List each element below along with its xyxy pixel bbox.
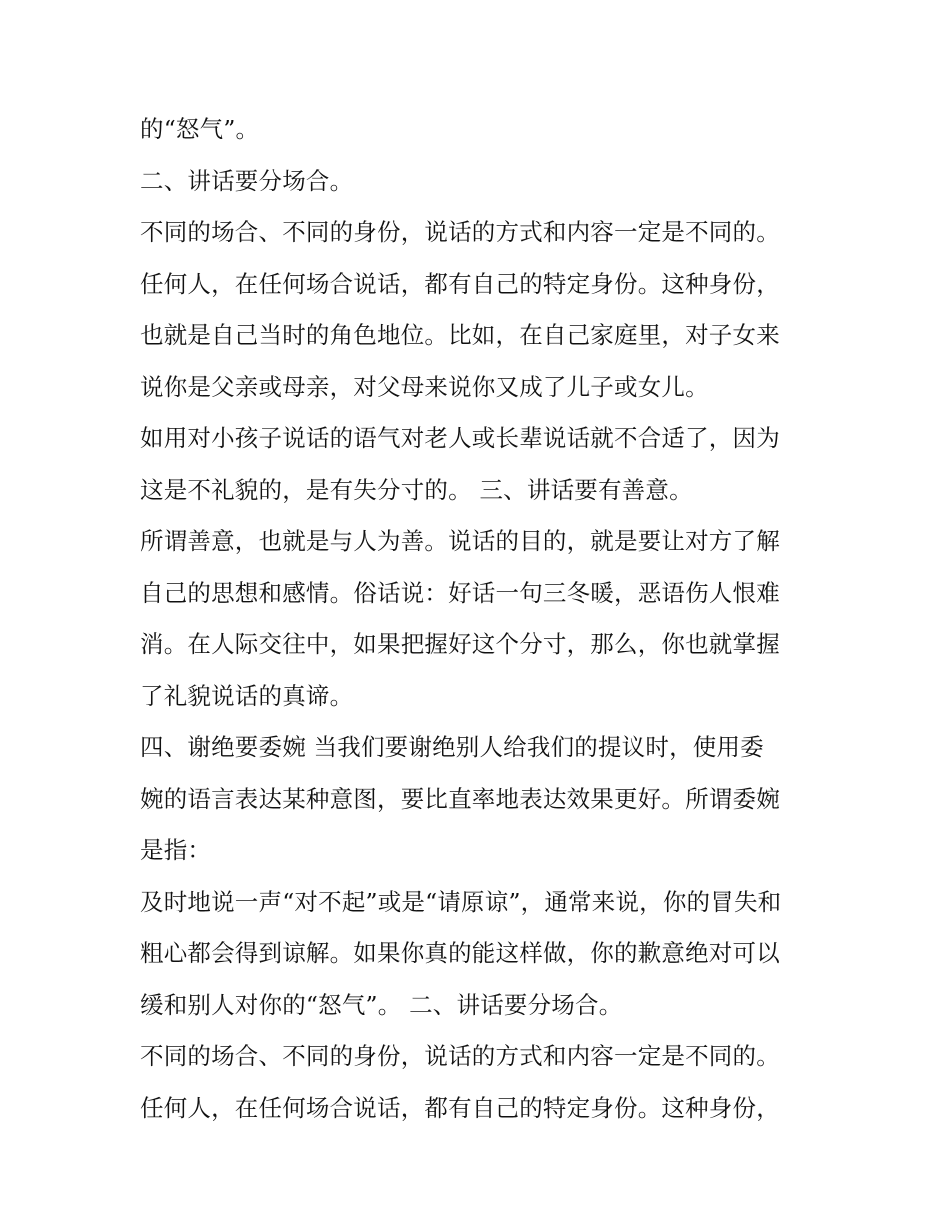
document-body	[140, 104, 820, 1134]
text-line: 这是不礼貌的，是有失分寸的。 三、讲话要有善意。	[140, 475, 693, 504]
text-line: 说你是父亲或母亲，对父母来说你又成了儿子或女儿。	[140, 372, 709, 401]
text-line: 的“怒气”。	[140, 115, 260, 143]
text-line: 所谓善意，也就是与人为善。说话的目的，就是要让对方了解	[140, 527, 780, 555]
text-line: 自己的思想和感情。俗话说：好话一句三冬暖，恶语伤人恨难	[140, 578, 780, 607]
text-line: 不同的场合、不同的身份，说话的方式和内容一定是不同的。	[140, 218, 780, 246]
text-line: 任何人，在任何场合说话，都有自己的特定身份。这种身份，	[140, 269, 780, 298]
text-line: 了礼貌说话的真谛。	[140, 681, 354, 710]
text-line: 婉的语言表达某种意图，要比直率地表达效果更好。所谓委婉	[140, 784, 780, 813]
text-line: 如用对小孩子说话的语气对老人或长辈说话就不合适了，因为	[140, 424, 780, 452]
text-line: 消。在人际交往中，如果把握好这个分寸，那么，你也就掌握	[140, 630, 780, 658]
text-line: 也就是自己当时的角色地位。比如，在自己家庭里，对子女来	[140, 321, 780, 349]
section-heading: 四、谢绝要委婉 当我们要谢绝别人给我们的提议时，使用委	[140, 733, 764, 761]
section-heading: 二、讲话要分场合。	[140, 166, 354, 195]
text-line: 是指：	[140, 836, 212, 864]
text-line: 缓和别人对你的“怒气”。 二、讲话要分场合。	[140, 990, 623, 1019]
text-line: 粗心都会得到谅解。如果你真的能这样做，你的歉意绝对可以	[140, 939, 780, 967]
text-line: 任何人，在任何场合说话，都有自己的特定身份。这种身份，	[140, 1093, 780, 1122]
text-line: 及时地说一声“对不起”或是“请原谅”，通常来说，你的冒失和	[140, 887, 782, 916]
text-line: 不同的场合、不同的身份，说话的方式和内容一定是不同的。	[140, 1042, 780, 1070]
